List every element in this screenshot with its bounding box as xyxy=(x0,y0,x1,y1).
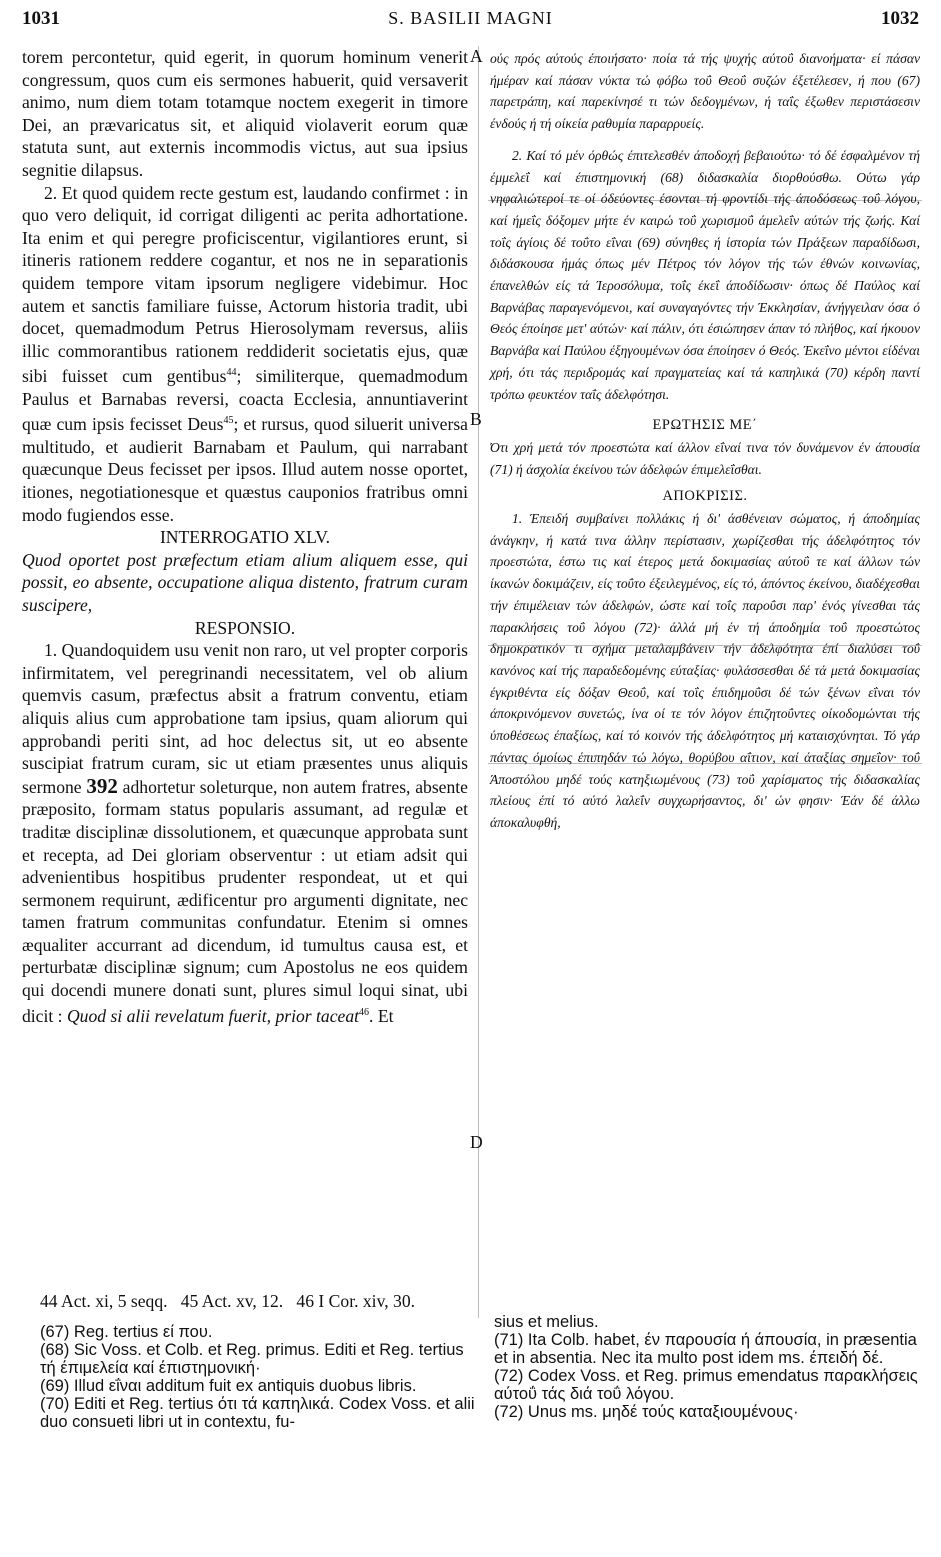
note-72a: (72) Codex Voss. et Reg. primus emendatus παρακλήσεις αύτοΰ τάς διά τοΰ λόγου. xyxy=(494,1367,918,1403)
greek-paragraph-1: ούς πρός αύτούς έποιήσατο· ποία τά τής ψυχής αύτοΰ διανοήματα· εί πάσαν ήμέραν καί πάσαν νύκτα τώ φόβω τοΰ Θεοΰ συζών έξετέλεσεν, ή που (67) παρετράπη, καί παρεκίνησέ τι τών δεδογμένων, ή ταΐς έξωθεν περιστάσεσιν ένδούς ή τή οίκεία ραθυμία παραρρυείς. xyxy=(490,51,920,132)
latin-question-title: Quod oportet post præfectum etiam alium aliquem esse, qui possit, eo absente, occupatione aliqua distento, fratrum curam suscipere, xyxy=(22,549,468,615)
greek-heading: ΕΡΩΤΗΣΙΣ ΜΕ΄ xyxy=(652,417,758,434)
note-71: (71) Ita Colb. habet, έν παρουσία ή άπουσία, in præsentia et in absentia. Nec ita multo post idem ms. έπειδή δέ. xyxy=(494,1331,917,1367)
note-72b: (72) Unus ms. μηδέ τούς καταξιουμένους· xyxy=(494,1403,799,1421)
running-title: S. BASILII MAGNI xyxy=(388,8,553,28)
latin-paragraph-1: torem percontetur, quid egerit, in quorum hominum venerit congressum, quos cum eis sermones habuerit, quid versaverit animo, num diem totam totamque noctem exegerit in timore Dei, an prævaricatus sit, et aliquid violaverit eorum quæ statuta sunt, aut externis incommodis victus, aut sua ipsius segnitie dilapsus. xyxy=(22,47,468,180)
footnote-ref-46: 46 xyxy=(359,1006,370,1018)
note-69: (69) Illud εΐναι additum fuit ex antiquis duobus libris. xyxy=(40,1377,417,1395)
latin-paragraph-3: 1. Quandoquidem usu venit non raro, ut vel propter corporis infirmitatem, vel peregrinandi necessitatem, vel ob alium quemvis casum, præfectus absit a fratrum conventu, etiam aliquis alius cum approbatione tam ipsius, quam aliorum qui approbandi periti sint, ad hoc delectus sit, ut eo absente suscipiat fratrum curam, sic ut etiam præsentes unus aliquis sermone 392 adhortetur soleturque, non autem fratres, absente præposito, formam status popularis assumant, ad regulæ et traditæ disciplinæ dissolutionem, et quæcunque approbata sunt et recepta, ad Dei gloriam observentur : ut etiam adsit qui advenientibus hospitibus prudenter respondeat, ut et qui sermonem requirunt, ædificentur pro argumenti dignitate, nec tamen fratrum communitas confundatur. Etenim si omnes æqualiter accurrant ad dicendum, id tumultus causa est, et perturbatæ disciplinæ signum; cum Apostolus ne eos quidem qui docendi munere donati sunt, plures simul loqui sinat, ubi dicit : Quod si alii revelatum fuerit, prior taceat$^{46}$. Et xyxy=(22,640,468,1026)
page-marker: 392 xyxy=(86,773,118,798)
editorial-notes-left xyxy=(40,1323,478,1431)
latin-column xyxy=(22,46,468,1027)
greek-column xyxy=(490,48,920,834)
scripture-quote: Quod si alii revelatum fuerit, prior taceat xyxy=(66,1005,360,1026)
note-70-continued: sius et melius. xyxy=(494,1313,599,1331)
greek-paragraph-3: 1. Έπειδή συμβαίνει πολλάκις ή δι' άσθένειαν σώματος, ή άποδημίας άνάγκην, ή κατά τινα άλλην περίστασιν, χωρίζεσθαι τής άδελφότητος τόν προεστώτα, έστω τις καί έτερος μετά δοκιμασίας αύτοΰ τε καί άλλων τών ίκανών δοκιμάζειν, είς τοΰτο έξειλεγμένος, είς τό, άπόντος έκείνου, διαδέχεσθαι τήν έπιμέλειαν τών άδελφών, ώστε καί τοΐς παροΰσι παρ' ένός γίνεσθαι τάς παρακλήσεις τοΰ λόγου (72)· άλλά μή έν τή άποδημία τοΰ προεστώτος δημοκρατικόν τι σχήμα μεταλαμβάνειν τήν άδελφότητα έπί διαλύσει τοΰ κανόνος καί τής παραδεδομένης εύταξίας· φυλάσσεσθαι δέ τά μετά δοκιμασίας έγκριθέντα είς δόξαν Θεοΰ, καί τοΐς έπιδημοΰσι δέ τών ξένων εΐναι τόν άποκρινόμενον συνετώς, ίνα οί τε τόν λόγον έπιζητοΰντες οίκοδομώνται τής ύποθέσεως έπαξίως, καί τό κοινόν τής άδελφότητος μή καταισχύνηται. Τό γάρ πάντας όμοίως έπιπηδάν τώ λόγω, θορύβου αΐτιον, καί άταξίας σημεΐον· τοΰ Άποστόλου μηδέ τούς κατηξιωμένους (73) τοΰ χαρίσματος τής διδασκαλίας πλείους έπί τό αύτό λαλεΐν συγχωρήσαντος, δι' ών φησιν· Έάν δέ άλλω άποκαλυφθή, xyxy=(490,511,920,830)
footnote-ref-44: 44 xyxy=(226,367,237,379)
note-70: (70) Editi et Reg. tertius ότι τά καπηλικά. Codex Voss. et alii duo consueti libri ut in contextu, fu- xyxy=(40,1395,475,1431)
latin-responsio: RESPONSIO. xyxy=(194,617,296,638)
page-header xyxy=(0,8,941,36)
margin-letter-b: B xyxy=(470,409,482,429)
latin-heading: INTERROGATIO XLV. xyxy=(159,527,331,548)
latin-paragraph-2: 2. Et quod quidem recte gestum est, laudando confirmet : in quo vero deliquit, id corrigat diligenti ac perita adhortatione. Ita enim et qui peregre proficiscentur, vigilantiores erunt, si itineris rationem reddere cogantur, et nos ne in separationis quidem tempore vitam ipsorum negligere videbimur. Hoc autem et sanctis familiare fuisse, Actorum historia tradit, ubi docet, quemadmodum Petrus Hierosolymam reversus, aliis illic commorantibus rationem reddiderit societatis ejus, quæ sibi fuisset cum gentibus$^{44}$; similiterque, quemadmodum Paulus et Barnabas reversi, coacta Ecclesia, annuntiaverint quæ cum ipsis fecisset Deus$^{45}$; et rursus, quod siluerit universa multitudo, et audierit Barnabam et Paulum, qui narrabant quæcunque Deus fecisset per ipsos. Illud autem nosse oportet, itiones, negotiationesque et quæstus cauponios fratribus omni modo fugiendos esse. xyxy=(22,182,468,525)
footnote-ref-45: 45 xyxy=(223,415,234,427)
footnote-44: 44 Act. xi, 5 seqq. xyxy=(40,1291,168,1311)
column-number-right: 1032 xyxy=(881,8,919,29)
greek-question-title: Ότι χρή μετά τόν προεστώτα καί άλλον εΐναί τινα τόν δυνάμενον έν άπουσία (71) ή άσχολία έκείνου τών άδελφών έπιμελεΐσθαι. xyxy=(490,439,920,477)
editorial-notes-right xyxy=(494,1313,924,1421)
footnote-45: 45 Act. xv, 12. xyxy=(180,1291,284,1311)
greek-responsio: ΑΠΟΚΡΙΣΙΣ. xyxy=(662,488,748,505)
margin-letter-a: A xyxy=(470,46,483,66)
column-divider xyxy=(478,46,479,1318)
footnote-46: 46 I Cor. xiv, 30. xyxy=(296,1291,416,1311)
greek-paragraph-2: 2. Καί τό μέν όρθώς έπιτελεσθέν άποδοχή βεβαιούτω· τό δέ έσφαλμένον τή έμμελεΐ καί έπιστημονική (68) διδασκαλία διορθούσθω. Ούτω γάρ νηφαλιώτεροί τε οί όδεύοντες έσονται τή φροντίδι τής άποδόσεως τοΰ λόγου, καί ήμεΐς δόξομεν μήτε έν καιρώ τοΰ χωρισμοΰ άμελεΐν αύτών τής ζωής. Καί τοΐς άγίοις δέ τοΰτο εΐναι (69) σύνηθες ή ίστορία τών Πράξεων παραδίδωσι, διδάσκουσα ήμάς όπως μέν Πέτρος τόν λόγον τής τών έθνών κοινωνίας, έπανελθών είς τά Ίεροσόλυμα, τοΐς έκεΐ άποδίδωσιν· όπως δέ Παύλος καί Βαρνάβας παραγενόμενοι, καί συναγαγόντες τήν Έκκλησίαν, άνήγγειλαν όσα ό Θεός έποίησε μετ' αύτών· καί πάλιν, ότι έσιώπησεν άπαν τό πλήθος, καί ήκουον Βαρνάβα καί Παύλου έξηγουμένων όσα έποίησεν ό Θεός. Έκεΐνο μέντοι είδέναι χρή, ότι τάς περιδρομάς καί πραγματείας καί τά καπηλικά (70) κέρδη παντί τρόπω φευκτέον ταΐς άδελφότησι. xyxy=(490,147,920,402)
margin-letter-d: D xyxy=(470,1132,483,1152)
note-67: (67) Reg. tertius εί που. xyxy=(40,1323,213,1341)
note-68: (68) Sic Voss. et Colb. et Reg. primus. Editi et Reg. tertius τή έπιμελεία καί έπιστημονική· xyxy=(40,1341,464,1377)
scripture-footnotes xyxy=(40,1291,900,1312)
column-number-left: 1031 xyxy=(22,8,60,29)
